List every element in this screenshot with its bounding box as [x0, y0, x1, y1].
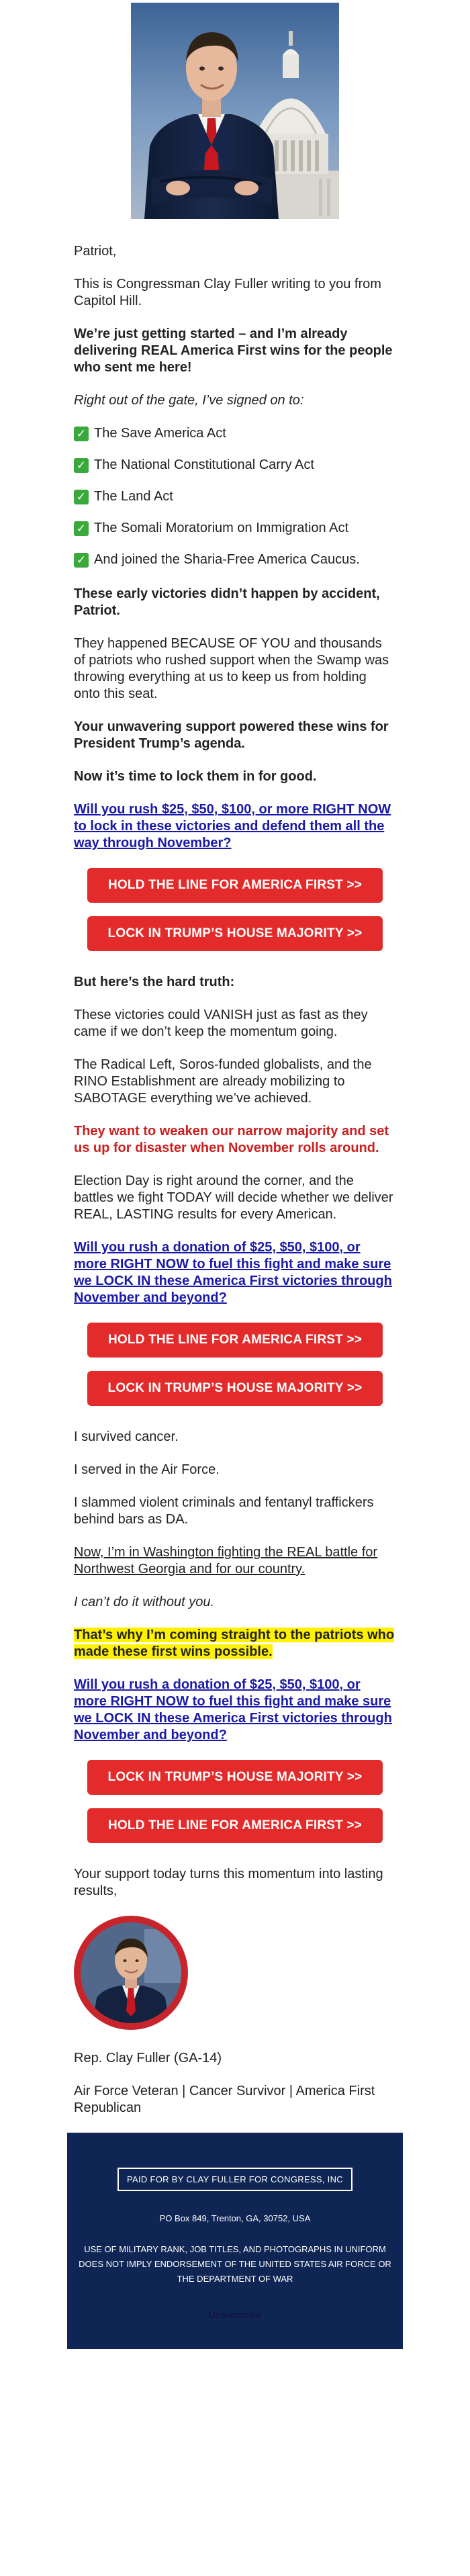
support-paragraph: Your unwavering support powered these wins for President Trump’s agenda.: [74, 719, 389, 751]
cta-button-group-3: [74, 1760, 396, 1843]
list-item: [74, 520, 396, 537]
hero-photo-illustration: [131, 3, 339, 219]
footer-military-disclaimer: USE OF MILITARY RANK, JOB TITLES, AND PHOTOGRAPHS IN UNIFORM DOES NOT IMPLY ENDORSEMENT OF THE UNITED STATES AIR FORCE OR THE DEPARTMENT OF WAR: [79, 2244, 391, 2284]
cta-button-group-1: [74, 868, 396, 951]
wins-list: [74, 425, 396, 568]
win-label: The Save America Act: [94, 426, 226, 441]
air-force-paragraph: I served in the Air Force.: [74, 1462, 220, 1477]
donate-link-2[interactable]: Will you rush a donation of $25, $50, $100, or more RIGHT NOW to fuel this fight and make sure we LOCK IN these America First victories through November and beyond?: [74, 1240, 392, 1305]
donate-link-1[interactable]: Will you rush $25, $50, $100, or more RIGHT NOW to lock in these victories and defend them all the way through November?: [74, 802, 391, 850]
list-item: [74, 488, 396, 505]
lock-in-majority-button[interactable]: LOCK IN TRUMP’S HOUSE MAJORITY >>: [87, 1760, 383, 1795]
lock-in-majority-button[interactable]: LOCK IN TRUMP’S HOUSE MAJORITY >>: [87, 916, 383, 951]
cant-do-it-paragraph: I can’t do it without you.: [74, 1595, 215, 1609]
hold-the-line-button[interactable]: HOLD THE LINE FOR AMERICA FIRST >>: [87, 868, 383, 903]
hold-the-line-button[interactable]: HOLD THE LINE FOR AMERICA FIRST >>: [87, 1323, 383, 1358]
signature-name: Rep. Clay Fuller (GA-14): [74, 2051, 222, 2066]
cta-button-group-2: [74, 1323, 396, 1406]
hold-the-line-button[interactable]: HOLD THE LINE FOR AMERICA FIRST >>: [87, 1808, 383, 1843]
da-paragraph: I slammed violent criminals and fentanyl traffickers behind bars as DA.: [74, 1495, 374, 1527]
lock-in-majority-button[interactable]: LOCK IN TRUMP’S HOUSE MAJORITY >>: [87, 1371, 383, 1406]
coming-straight-highlight: That’s why I’m coming straight to the patriots who made these first wins possible.: [74, 1628, 395, 1659]
victories-paragraph: These early victories didn’t happen by accident, Patriot.: [74, 586, 380, 618]
radical-left-paragraph: The Radical Left, Soros-funded globalists, and the RINO Establishment are already mobilizing to SABOTAGE everything we’ve achieved.: [74, 1057, 372, 1106]
list-item: [74, 425, 396, 442]
weaken-majority-paragraph: They want to weaken our narrow majority and set us up for disaster when November rolls around.: [74, 1124, 389, 1155]
avatar-photo: [81, 1922, 181, 2023]
check-mark-icon: ✓: [74, 427, 89, 441]
hard-truth-paragraph: But here’s the hard truth:: [74, 975, 235, 989]
paid-for-disclaimer: PAID FOR BY CLAY FULLER FOR CONGRESS, INC: [117, 2168, 352, 2191]
list-item: [74, 551, 396, 568]
win-label: The Land Act: [94, 489, 173, 504]
footer-address: PO Box 849, Trenton, GA, 30752, USA: [159, 2213, 311, 2223]
unsubscribe-link[interactable]: Unsubscribe: [209, 2309, 261, 2320]
vanish-paragraph: These victories could VANISH just as fast as they came if we don’t keep the momentum going.: [74, 1008, 368, 1039]
election-day-paragraph: Election Day is right around the corner, and the battles we fight TODAY will decide whether we deliver REAL, LASTING results for every American.: [74, 1173, 393, 1222]
signature-title: Air Force Veteran | Cancer Survivor | America First Republican: [74, 2084, 375, 2115]
cancer-paragraph: I survived cancer.: [74, 1429, 179, 1444]
just-started-paragraph: We’re just getting started – and I’m already delivering REAL America First wins for the people who sent me here!: [74, 326, 393, 375]
letter-content: [67, 243, 403, 2117]
footer: [67, 2133, 403, 2349]
win-label: The National Constitutional Carry Act: [94, 457, 314, 472]
check-mark-icon: ✓: [74, 521, 89, 536]
email-body: [67, 3, 403, 2349]
donate-link-3[interactable]: Will you rush a donation of $25, $50, $100, or more RIGHT NOW to fuel this fight and make sure we LOCK IN these America First victories through November and beyond?: [74, 1677, 392, 1742]
list-item: [74, 457, 396, 474]
avatar-portrait-illustration: [81, 1922, 181, 2023]
washington-paragraph: Now, I’m in Washington fighting the REAL battle for Northwest Georgia and for our country.: [74, 1545, 378, 1576]
win-label: The Somali Moratorium on Immigration Act: [94, 521, 349, 535]
check-mark-icon: ✓: [74, 458, 89, 473]
right-out-paragraph: Right out of the gate, I’ve signed on to:: [74, 393, 304, 408]
check-mark-icon: ✓: [74, 553, 89, 568]
check-mark-icon: ✓: [74, 490, 89, 504]
greeting: Patriot,: [74, 244, 117, 259]
avatar: [74, 1916, 188, 2030]
intro-paragraph: This is Congressman Clay Fuller writing to you from Capitol Hill.: [74, 277, 381, 308]
hero-photo: [131, 3, 339, 219]
win-label: And joined the Sharia-Free America Caucus.: [94, 552, 360, 567]
lock-paragraph: Now it’s time to lock them in for good.: [74, 769, 317, 784]
support-today-paragraph: Your support today turns this momentum into lasting results,: [74, 1867, 383, 1898]
because-you-paragraph: They happened BECAUSE OF YOU and thousands of patriots who rushed support when the Swamp was throwing everything at us to keep us from holding onto this seat.: [74, 636, 389, 701]
